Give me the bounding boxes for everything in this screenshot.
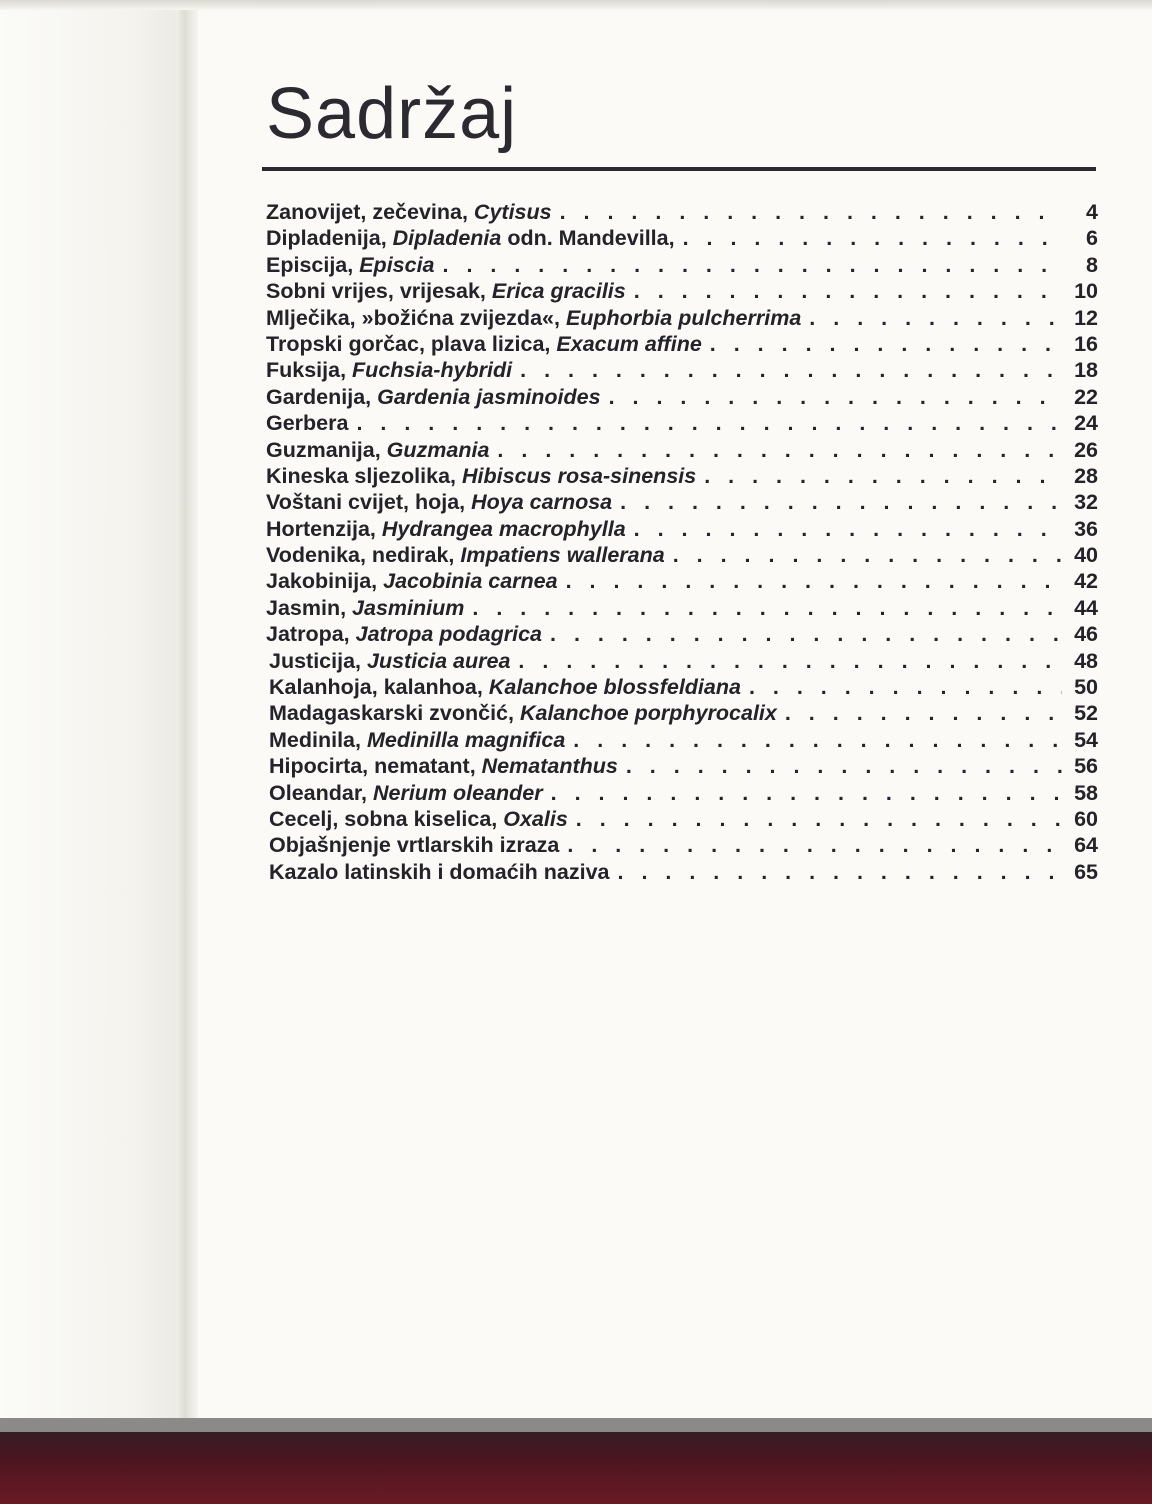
toc-entry-title <box>266 463 696 489</box>
toc-latin-name: Hydrangea macrophylla <box>381 516 626 541</box>
toc-entry-title <box>269 806 568 832</box>
toc-latin-name: Erica gracilis <box>491 279 626 304</box>
toc-dot-leader <box>567 832 1062 858</box>
toc-entry[interactable] <box>266 806 1098 832</box>
toc-common-name: Hortenzija, <box>266 516 382 541</box>
toc-latin-name: Jatropa podagrica <box>355 622 543 647</box>
toc-latin-name: Guzmania <box>386 437 490 462</box>
toc-page-number: 28 <box>1074 463 1098 488</box>
toc-common-name: Voštani cvijet, hoja, <box>266 490 472 515</box>
toc-common-name: Sobni vrijes, vrijesak, <box>266 279 492 304</box>
toc-entry[interactable] <box>266 648 1098 674</box>
toc-dot-leader <box>704 463 1062 489</box>
toc-dot-leader <box>550 621 1062 647</box>
toc-entry[interactable] <box>266 357 1098 383</box>
toc-entry[interactable] <box>266 727 1098 753</box>
toc-entry[interactable] <box>266 674 1098 700</box>
toc-common-name: Jasmin, <box>266 595 353 620</box>
toc-page-number: 32 <box>1074 490 1098 515</box>
toc-page-number: 18 <box>1074 358 1098 383</box>
toc-entry[interactable] <box>266 225 1098 251</box>
toc-latin-name: Episcia <box>359 252 435 277</box>
toc-latin-name: Kalanchoe blossfeldiana <box>488 675 741 700</box>
toc-dot-leader <box>809 305 1062 331</box>
toc-page-number: 56 <box>1074 754 1098 779</box>
toc-entry[interactable] <box>266 331 1098 357</box>
toc-common-name: Mlječika, »božićna zvijezda«, <box>266 305 566 330</box>
toc-common-name: Cecelj, sobna kiselica, <box>269 806 504 831</box>
toc-dot-leader <box>634 278 1062 304</box>
toc-entry[interactable] <box>266 832 1098 858</box>
toc-page-number: 16 <box>1074 331 1098 356</box>
page-gutter <box>0 0 190 1430</box>
toc-page-number: 10 <box>1074 279 1098 304</box>
toc-entry-title <box>266 331 702 357</box>
toc-entry[interactable] <box>266 753 1098 779</box>
toc-dot-leader <box>634 516 1062 542</box>
toc-common-name: Medinila, <box>269 727 367 752</box>
toc-common-name: Kalanhoja, kalanhoa, <box>269 675 489 700</box>
toc-page-number: 54 <box>1074 727 1098 752</box>
toc-dot-leader <box>551 780 1062 806</box>
top-page-edge <box>0 0 1152 10</box>
toc-common-name: Fuksija, <box>266 358 353 383</box>
toc-common-name: Gerbera <box>266 411 349 436</box>
toc-latin-name: Kalanchoe porphyrocalix <box>519 701 777 726</box>
toc-common-name: Tropski gorčac, plava lizica, <box>266 331 557 356</box>
toc-page-number: 26 <box>1074 437 1098 462</box>
toc-common-name: Oleandar, <box>269 780 373 805</box>
toc-common-name: Objašnjenje vrtlarskih izraza <box>269 833 560 858</box>
toc-entry-title <box>266 305 801 331</box>
toc-common-name: Jakobinija, <box>266 569 384 594</box>
toc-dot-leader <box>710 331 1062 357</box>
toc-entry[interactable] <box>266 252 1098 278</box>
toc-dot-leader <box>785 700 1062 726</box>
toc-latin-name: Oxalis <box>503 806 568 831</box>
toc-dot-leader <box>749 674 1062 700</box>
book-spine-edge <box>176 0 198 1430</box>
toc-entry[interactable] <box>266 463 1098 489</box>
toc-entry[interactable] <box>266 621 1098 647</box>
table-of-contents <box>266 199 1098 885</box>
toc-entry[interactable] <box>266 384 1098 410</box>
toc-entry-title <box>269 859 610 885</box>
toc-common-name: Kineska sljezolika, <box>266 463 462 488</box>
toc-entry-title <box>269 700 777 726</box>
toc-entry-title <box>266 621 542 647</box>
toc-page-number: 58 <box>1074 780 1098 805</box>
toc-page-number: 50 <box>1074 675 1098 700</box>
toc-latin-name: Exacum affine <box>556 331 702 356</box>
toc-latin-name: Euphorbia pulcherrima <box>565 305 802 330</box>
toc-common-name: Dipladenija, <box>266 226 393 251</box>
toc-entry-title <box>266 225 675 251</box>
toc-entry[interactable] <box>266 410 1098 436</box>
toc-page-number: 8 <box>1086 252 1098 277</box>
toc-dot-leader <box>620 489 1062 515</box>
cover-edge-band <box>0 1418 1152 1432</box>
toc-entry[interactable] <box>266 859 1098 885</box>
toc-latin-name: Nerium oleander <box>372 780 543 805</box>
toc-dot-leader <box>566 568 1062 594</box>
toc-common-name: Kazalo latinskih i domaćih naziva <box>269 859 610 884</box>
toc-entry-title <box>266 410 348 436</box>
toc-entry-title <box>269 780 543 806</box>
toc-latin-name: Jacobinia carnea <box>383 569 558 594</box>
toc-entry-title <box>269 674 741 700</box>
toc-page-number: 64 <box>1074 833 1098 858</box>
toc-entry[interactable] <box>266 305 1098 331</box>
toc-entry-title <box>266 437 489 463</box>
toc-dot-leader <box>609 384 1062 410</box>
toc-dot-leader <box>443 252 1062 278</box>
toc-entry-title <box>266 489 612 515</box>
toc-latin-name: Hibiscus rosa-sinensis <box>462 463 697 488</box>
toc-entry[interactable] <box>266 199 1098 225</box>
toc-entry-title <box>269 832 559 858</box>
toc-entry-title <box>266 278 626 304</box>
toc-dot-leader <box>673 542 1062 568</box>
toc-dot-leader <box>560 199 1062 225</box>
toc-entry[interactable] <box>266 595 1098 621</box>
page-title: Sadržaj <box>266 74 518 154</box>
toc-entry-title <box>269 727 565 753</box>
toc-latin-name: Nematanthus <box>481 754 618 779</box>
toc-dot-leader <box>573 727 1062 753</box>
toc-dot-leader <box>626 753 1062 779</box>
toc-latin-name: Medinilla magnifica <box>366 727 566 752</box>
toc-common-name: Jatropa, <box>266 622 356 647</box>
toc-entry[interactable] <box>266 700 1098 726</box>
toc-dot-leader <box>618 859 1062 885</box>
toc-dot-leader <box>518 648 1062 674</box>
toc-page-number: 46 <box>1074 622 1098 647</box>
toc-entry[interactable] <box>266 516 1098 542</box>
toc-latin-name: Hoya carnosa <box>471 490 613 515</box>
toc-common-name: Justicija, <box>269 648 367 673</box>
toc-entry[interactable] <box>266 780 1098 806</box>
toc-page-number: 6 <box>1086 226 1098 251</box>
toc-page-number: 48 <box>1074 648 1098 673</box>
toc-page-number: 44 <box>1074 595 1098 620</box>
title-rule <box>262 167 1096 171</box>
toc-common-name: Madagaskarski zvončić, <box>269 701 520 726</box>
toc-entry[interactable] <box>266 542 1098 568</box>
toc-page-number: 4 <box>1086 200 1098 224</box>
toc-latin-name: Dipladenia <box>392 226 502 251</box>
toc-latin-name: Impatiens wallerana <box>460 543 665 568</box>
toc-dot-leader <box>472 595 1062 621</box>
toc-dot-leader <box>576 806 1062 832</box>
toc-dot-leader <box>683 225 1062 251</box>
toc-entry-title <box>266 542 665 568</box>
toc-page-number: 40 <box>1074 543 1098 568</box>
toc-entry-title <box>269 648 510 674</box>
toc-latin-name: Justicia aurea <box>367 648 511 673</box>
toc-page-number: 24 <box>1074 411 1098 436</box>
toc-dot-leader <box>520 357 1062 383</box>
toc-entry[interactable] <box>266 278 1098 304</box>
toc-entry-title <box>266 568 558 594</box>
toc-entry-title <box>266 516 626 542</box>
toc-latin-name: Cytisus <box>473 200 552 224</box>
toc-page-number: 52 <box>1074 701 1098 726</box>
book-cover-edge <box>0 1418 1152 1504</box>
toc-entry-title <box>266 252 435 278</box>
toc-dot-leader <box>356 410 1062 436</box>
toc-latin-name: Jasminium <box>352 595 465 620</box>
toc-dot-leader <box>497 437 1062 463</box>
toc-entry-title <box>269 753 618 779</box>
toc-common-name: Vodenika, nedirak, <box>266 543 461 568</box>
toc-entry-title <box>266 199 552 225</box>
toc-common-name: Gardenija, <box>266 384 378 409</box>
toc-entry[interactable] <box>266 568 1098 594</box>
toc-page-number: 65 <box>1074 859 1098 884</box>
toc-latin-name: Fuchsia-hybridi <box>352 358 513 383</box>
toc-common-name: Guzmanija, <box>266 437 387 462</box>
toc-entry[interactable] <box>266 437 1098 463</box>
toc-page-number: 12 <box>1074 305 1098 330</box>
toc-entry-title <box>266 357 512 383</box>
toc-page-number: 60 <box>1074 806 1098 831</box>
toc-page-number: 42 <box>1074 569 1098 594</box>
toc-common-name: Episcija, <box>266 252 360 277</box>
toc-page-number: 22 <box>1074 384 1098 409</box>
toc-entry[interactable] <box>266 489 1098 515</box>
toc-entry-title <box>266 384 601 410</box>
toc-entry-title <box>266 595 464 621</box>
toc-common-name: Zanovijet, zečevina, <box>266 200 474 224</box>
toc-page-number: 36 <box>1074 516 1098 541</box>
toc-common-name: Hipocirta, nematant, <box>269 754 482 779</box>
toc-latin-name: Gardenia jasminoides <box>377 384 601 409</box>
toc-name-suffix: odn. Mandevilla, <box>501 226 675 251</box>
